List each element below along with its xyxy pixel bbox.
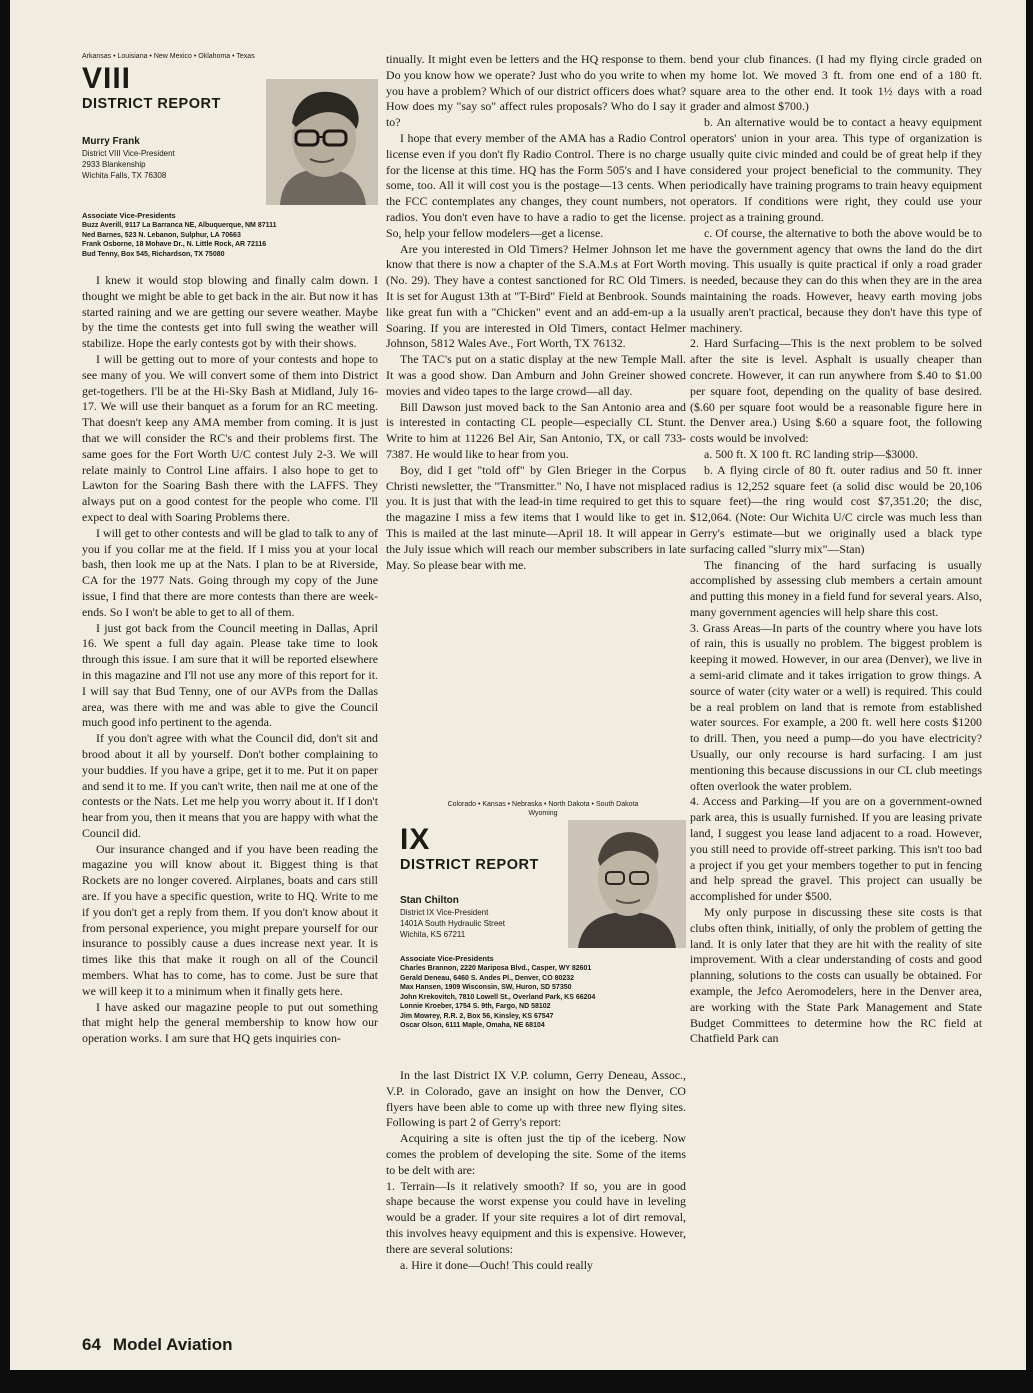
district-ix-vp-title: District IX Vice-President: [400, 908, 489, 917]
paragraph: Acquiring a site is often just the tip of the iceberg. Now comes the problem of developing the site. Some of the items to be delt with are:: [386, 1131, 686, 1177]
associate-vp: Oscar Olson, 6111 Maple, Omaha, NE 68104: [400, 1022, 545, 1029]
paragraph: I just got back from the Council meeting in Dallas, April 16. We spent a full day again. Please take time to look through this issue. I am sure that it will be reported elsewhere in this magazine and I'll not use any more of this report for it. I will say that Bud Tenny, one of our AVPs from the Dallas area, was there with me and was able to give the Council much good info pertinent to the agenda.: [82, 620, 378, 730]
page-footer: [82, 1335, 245, 1355]
paragraph: a. Hire it done—Ouch! This could really: [400, 1257, 593, 1272]
district-viii-vp-name: Murry Frank: [82, 136, 140, 147]
associate-vp: Jim Mowrey, R.R. 2, Box 56, Kinsley, KS 67547: [400, 1012, 554, 1020]
district-viii-vp-title: District VIII Vice-President: [82, 149, 175, 158]
district-ix-report-continued: [690, 52, 982, 1047]
district-viii-header: [82, 63, 378, 205]
associate-vp: Gerald Deneau, 6460 S. Andes Pl., Denver, CO 80232: [400, 974, 575, 982]
paragraph: tinually. It might even be letters and the HQ response to them. Do you know how we operate? Just who do you write to when you have a problem? Which of our district officers does what? How does my "say so" affect rules proposals? Who do I say it to?: [386, 52, 686, 130]
murry-frank-portrait: [266, 79, 378, 205]
paragraph: b. A flying circle of 80 ft. outer radius and 50 ft. inner radius is 12,252 square feet (a solid disc would be 20,106 square feet)—the ring would cost $7,351.20; the disc, $12,064. (Note: Our Wichita U/C circle was much less than Gerry's estimate—but we originally used a black type surfacing called "slurry mix"—Stan): [690, 462, 982, 556]
associate-vp: Lonnie Kroeber, 1754 S. 9th, Fargo, ND 58102: [400, 1003, 551, 1010]
district-ix-title: DISTRICT REPORT: [400, 857, 539, 873]
column-2: [386, 52, 686, 1272]
district-ix-numeral: IX: [400, 823, 431, 856]
district-ix-section: [400, 800, 686, 1031]
paragraph: 3. Grass Areas—In parts of the country where you have lots of rain, this is usually no problem. The biggest problem is keeping it mowed. However, in our area (Denver), we live in a semi-arid climate and it takes irrigation to grow things. A source of water (city water or a well) is required. This could be a real problem on land that is remote from established water sources. For example, a 200 ft. well here costs $1200 to drill. Then, you need a pump—do you have electricity? Usually, our only recourse is hard surfacing. I am just mentioning this because discussions in our CL club meetings often overlook the water problem.: [690, 620, 982, 793]
paragraph: I will be getting out to more of your contests and hope to see many of you. We will convert some of them into District get-togethers. I'll be at the Hi-Sky Bash at Midland, July 16-17. We will use their banquet as a forum for an RC meeting. That doesn't keep any AMA member from coming. It is just that we will consider the RC's and their problems first. The same goes for the Fort Worth U/C contest July 2-3. We will relate mainly to Control Line affairs. I also hope to get to Lawton for the Soaring Bash there with the LAFFS. They always put on a good contest for the people who come. I'll expect to deal with Soaring Problems there.: [82, 351, 378, 524]
stan-chilton-portrait: [568, 820, 686, 948]
paragraph: 2. Hard Surfacing—This is the next problem to be solved after the site is level. Asphalt is usually cheaper than concrete. However, it can run anywhere from $.40 to $1.00 per square foot, depending on the quality of base desired. ($.60 per square foot would be a reasonable figure here in the Denver area.) Using $.60 a square foot, the following costs would be involved:: [690, 336, 982, 446]
associate-vp: Ned Barnes, 523 N. Lebanon, Sulphur, LA 70663: [82, 231, 241, 239]
paragraph: The financing of the hard surfacing is usually accomplished by assessing club members a certain amount and putting this money in a field fund for several years. Also, many government agencies will help share this cost.: [690, 557, 982, 619]
district-viii-states: Arkansas • Louisiana • New Mexico • Oklahoma • Texas: [82, 53, 255, 60]
associate-vp: Buzz Averill, 9117 La Barranca NE, Albuquerque, NM 87111: [82, 222, 277, 229]
paragraph: Bill Dawson just moved back to the San Antonio area and is interested in contacting CL people—especially CL Stunt. Write to him at 11226 Bel Air, San Antonio, TX, or call 733-7387. He would like to hear from you.: [386, 399, 686, 461]
paragraph: a. 500 ft. X 100 ft. RC landing strip—$3000.: [704, 446, 919, 461]
paragraph: I have asked our magazine people to put out something that might help the general membership to know how our operation works. I am sure that HQ gets inquiries con-: [82, 999, 378, 1046]
district-viii-vp-address-1: 2933 Blankenship: [82, 160, 146, 169]
district-viii-associates-heading: Associate Vice-Presidents: [82, 211, 176, 220]
paragraph: b. An alternative would be to contact a heavy equipment operators' union in your area. This type of organization is usually quite civic minded and could be of great help if they considered your project beneficial to the community. They periodically have training programs to train heavy equipment operators. If conditions were right, they could use your project as a training ground.: [690, 115, 982, 224]
district-viii-title: DISTRICT REPORT: [82, 96, 221, 112]
associate-vp: Charles Brannon, 2220 Mariposa Blvd., Casper, WY 82601: [400, 965, 592, 972]
paragraph: 1. Terrain—Is it relatively smooth? If so, you are in good shape because the worst expense you could have in leveling would be a grader. If your site requires a lot of dirt removal, this involves heavy equipment and this is expensive. However, there are several solutions:: [386, 1178, 686, 1256]
associate-vp: Bud Tenny, Box 545, Richardson, TX 75080: [82, 250, 225, 258]
column-1: [82, 52, 378, 1047]
associate-vp: Max Hansen, 1909 Wisconsin, SW, Huron, SD 57350: [400, 984, 572, 991]
associate-vp: John Krekovitch, 7810 Lowell St., Overland Park, KS 66204: [400, 993, 596, 1001]
district-viii-vp-address-2: Wichita Falls, TX 76308: [82, 171, 167, 180]
paragraph: c. Of course, the alternative to both the above would be to have the government agency that owns the land do the dirt moving. This usually is quite practical if only a road grader is needed, because they can do this when they are in the area maintaining the roads. However, heavy earth moving jobs usually aren't practical, because they don't have this type of machinery.: [690, 225, 982, 335]
district-ix-vp-address-1: 1401A South Hydraulic Street: [400, 919, 505, 928]
paragraph: 4. Access and Parking—If you are on a government-owned park area, this is usually furnished. If you are leasing private land, I suggest you lease land adjacent to a road. However, you still need to provide off-street parking. This isn't too bad a project if you get your members together to put in fencing and help spread the gravel. This project can usually be accomplished for under $500.: [690, 794, 982, 904]
district-ix-vp-name: Stan Chilton: [400, 895, 459, 906]
paragraph: The TAC's put on a static display at the new Temple Mall. It was a good show. Dan Amburn and John Greiner showed movies and video tapes to the large crowd—all day.: [386, 352, 686, 398]
paragraph: Boy, did I get "told off" by Glen Brieger in the Corpus Christi newsletter, the "Transmitter." No, I have not misplaced you. It is just that with the lead-in time required to get this to the magazine I miss a few items that I would like to get in. This is mailed at the last minute—April 18. It will appear in the July issue which will reach our member subscribers in late May. So please bear with me.: [386, 462, 686, 572]
paragraph: If you don't agree with what the Council did, don't sit and brood about it all by yourself. Don't bother complaining to your buddies. If you have a gripe, get it to me. Put it on paper and send it to me. If you can't write, then nail me at one of the contests or the Nats. Let me help you worry about it. If I don't hear from you, then it means that you are happy with what the Council did.: [82, 731, 378, 840]
paragraph: Are you interested in Old Timers? Helmer Johnson let me know that there is now a chapter of the S.A.M.s at Fort Worth (No. 29). They have a contest sanctioned for RC Old Timers. It is set for August 13th at "T-Bird" Field at Benbrook. Sounds like great fun with a "Chicken" event and an add-em-up a la Soaring. If you are interested in Old Timers, contact Helmer Johnson, 5812 Wales Ave., Fort Worth, TX 76132.: [386, 241, 686, 351]
magazine-page: [10, 0, 1026, 1370]
district-viii-report-text: [82, 273, 378, 1047]
district-ix-header: [400, 820, 686, 948]
column-3: [690, 52, 982, 1047]
associate-vp: Frank Osborne, 18 Mohave Dr., N. Little Rock, AR 72116: [82, 241, 267, 248]
district-ix-states-line-1: Colorado • Kansas • Nebraska • North Dakota • South Dakota: [447, 801, 639, 808]
district-ix-states: [400, 800, 686, 818]
magazine-title: Model Aviation: [112, 1335, 233, 1354]
paragraph: I knew it would stop blowing and finally calm down. I thought we might be able to get back in the air. But now it has started raining and we are getting our severe weather. Maybe by the time the contests get into full swing the weather will stabilize. Hope the early contests got by with their shows.: [82, 273, 378, 351]
district-ix-associates-heading: Associate Vice-Presidents: [400, 954, 494, 963]
district-ix-report-text: [386, 1068, 686, 1273]
district-viii-report-continued: [386, 52, 686, 573]
district-ix-vp-address-2: Wichita, KS 67211: [400, 930, 466, 939]
paragraph: I hope that every member of the AMA has a Radio Control license even if you don't fly Radio Control. There is no charge for the license at this time. HQ has the Form 505's and I have some, too. All it will cost you is the postage—13 cents. When the FCC contemplates any changes, they count numbers, not radios. You don't even have to have a radio to get the license. So, help your fellow modelers—get a license.: [386, 130, 686, 240]
paragraph: In the last District IX V.P. column, Gerry Deneau, Assoc., V.P. in Colorado, gave an insight on how the Denver, CO flyers have been able to come up with three new flying sites. Following is part 2 of Gerry's report:: [386, 1068, 686, 1130]
paragraph: I will get to other contests and will be glad to talk to any of you if you collar me at the field. If I miss you at your local bash, then look me up at the Nats. I plan to be at Riverside, CA for the 1977 Nats. Going through my copy of the June issue, I find that there are more contests than there are week-ends. So I won't be able to get to all of them.: [82, 525, 378, 619]
page-number: 64: [82, 1335, 101, 1354]
paragraph: bend your club finances. (I had my flying circle graded on my home lot. We moved 3 ft. from one end of a 180 ft. square area to the other end. It took 1½ days with a road grader and almost $700.): [690, 52, 982, 114]
paragraph: Our insurance changed and if you have been reading the magazine you will know about it. Biggest thing is that Rockets are no longer covered. Airplanes, boats and cars still are. If you have a specific question, write to HQ. Write to me if you don't get a reply from them. If you don't know about it from personal experience, you might prepare yourself for our insurance to possibly cause a dues increase next year. It is times like this that make it rough on all of the Council members. What has to come, has to come. Just be sure that we will keep it to a minimum when it finally gets here.: [82, 841, 378, 998]
district-ix-states-line-2: Wyoming: [528, 810, 558, 817]
district-viii-numeral: VIII: [82, 62, 132, 95]
paragraph: My only purpose in discussing these site costs is that clubs often think, initially, of only the problem of getting the land. It is only later that they are hit with the reality of site improvement. With a clear understanding of costs and good planning, solutions to the costs can usually be obtained. For example, the Jefco Aeromodelers, here in the Denver area, are working with the State Park Management and State Budget Committees to determine how the RC field at Chatfield Park can: [690, 905, 982, 1046]
